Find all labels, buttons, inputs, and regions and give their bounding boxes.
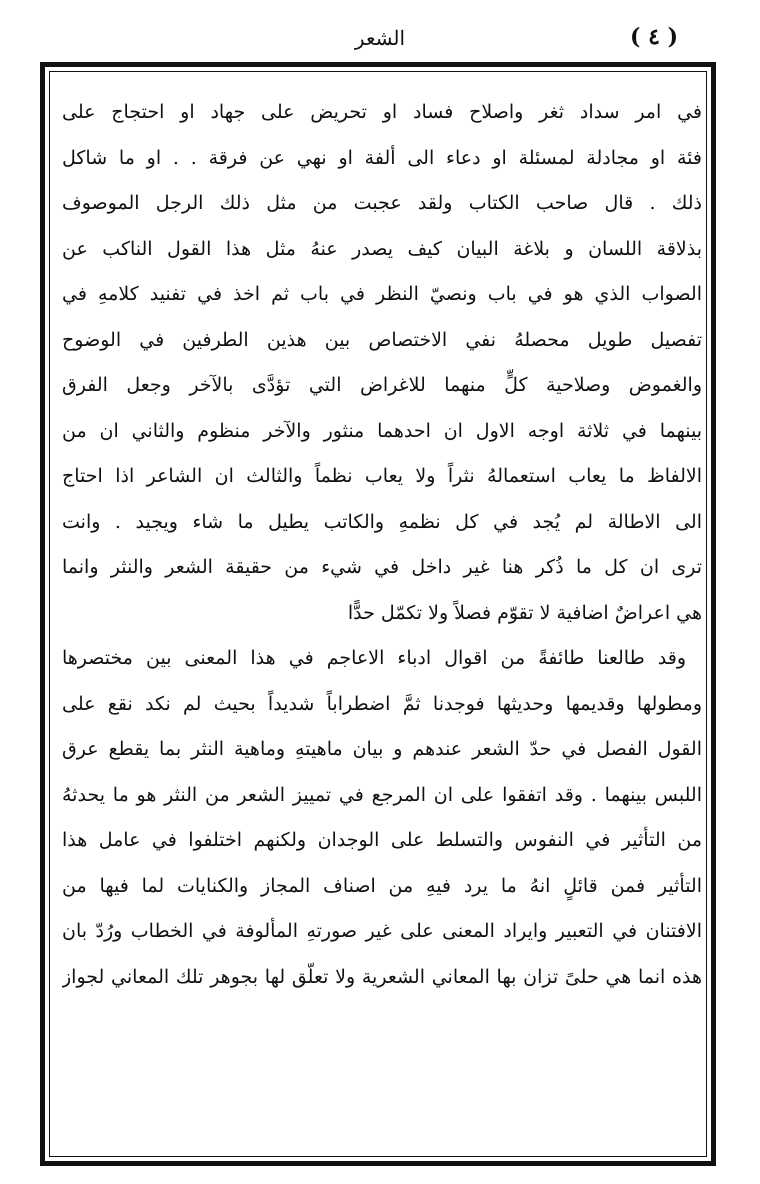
text-line: فئة او مجادلة لمسئلة او دعاء الى ألفة او نهي عن فرقة . . او ما شاكل	[62, 146, 702, 169]
text-line: من التأثير في النفوس والتسلط على الوجدان ولكنهم اختلفوا في عامل هذا	[62, 829, 702, 851]
text-line-paragraph-start: وقد طالعنا طائفةً من اقوال ادباء الاعاجم في هذا المعنى بين مختصرها	[62, 647, 686, 669]
text-line: اللبس بينهما . وقد اتفقوا على ان المرجع في تمييز الشعر من النثر هو ما يحدثهُ	[62, 783, 702, 806]
text-line: الصواب الذي هو في باب ونصيّ النظر في باب ثم اخذ في تفنيد كلامهِ في	[62, 283, 702, 305]
page-number: ( ٤ )	[630, 24, 678, 50]
body-text	[62, 90, 702, 1000]
text-line: الى الاطالة لم يُجد في كل نظمهِ والكاتب يطيل ما شاء ويجيد . وانت	[62, 510, 702, 533]
text-line: بذلاقة اللسان و بلاغة البيان كيف يصدر عنهُ مثل هذا القول الناكب عن	[62, 237, 702, 260]
text-line: القول الفصل في حدّ الشعر عندهم و بيان ماهيتهِ وماهية النثر بما يقطع عرق	[62, 738, 702, 760]
text-line: الافتنان في التعبير وايراد المعنى على غير صورتهِ المألوفة في الخطاب ورُدّ بان	[62, 920, 702, 942]
text-line: والغموض وصلاحية كلٍّ منهما للاغراض التي تؤدَّى بالآخر وجعل الفرق	[62, 374, 702, 396]
page-title: الشعر	[354, 26, 406, 50]
text-line: التأثير فمن قائلٍ انهُ ما يرد فيهِ من اصناف المجاز والكنايات لما فيها من	[62, 874, 702, 897]
text-line: الالفاظ ما يعاب استعمالهُ نثراً ولا يعاب نظماً والثالث ان الشاعر اذا احتاج	[62, 465, 702, 487]
text-line: هذه انما هي حلىً تزان بها المعاني الشعرية ولا تعلّق لها بجوهر تلك المعاني لجواز	[62, 965, 702, 988]
text-line: ترى ان كل ما ذُكر هنا غير داخل في شيء من حقيقة الشعر والنثر وانما	[62, 556, 702, 578]
text-line: تفصيل طويل محصلهُ نفي الاختصاص بين هذين الطرفين في الوضوح	[62, 328, 702, 351]
text-line-paragraph-end: هي اعراضٌ اضافية لا تقوّم فصلاً ولا تكمّل حدًّا	[347, 601, 702, 624]
page-header	[40, 22, 720, 58]
text-line: بينهما في ثلاثة اوجه الاول ان احدهما منثور والآخر منظوم والثاني ان من	[62, 419, 702, 442]
text-line: ذلك . قال صاحب الكتاب ولقد عجبت من مثل ذلك الرجل الموصوف	[62, 192, 702, 214]
text-line: ومطولها وقديمها وحديثها فوجدنا ثمَّ اضطراباً شديداً بحيث لم نكد نقع على	[62, 692, 702, 715]
text-line: في امر سداد ثغر واصلاح فساد او تحريض على جهاد او احتجاج على	[62, 101, 702, 123]
